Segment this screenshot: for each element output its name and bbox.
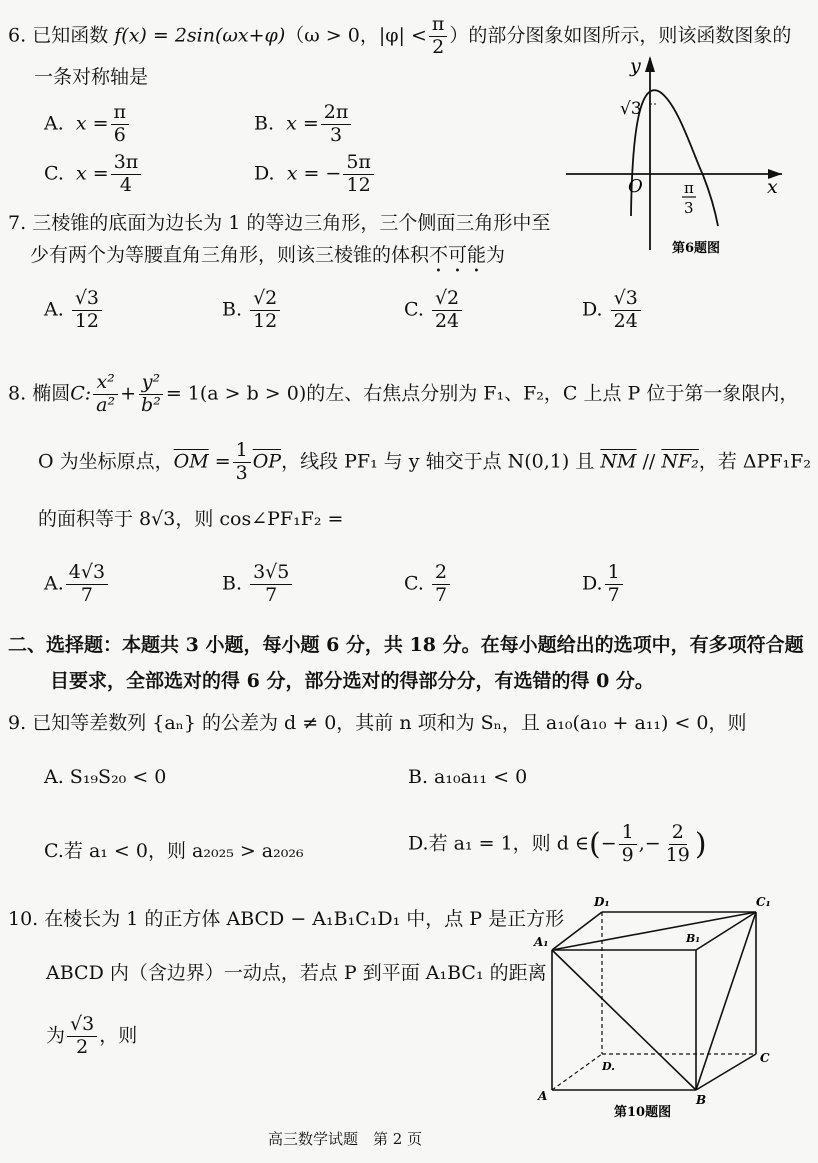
cube-label-b1: B₁ [686,932,701,945]
q6-number: 6. [8,24,27,47]
q6-graph-caption: 第6题图 [672,241,721,256]
q7-emphasis: 不可能 [429,244,487,266]
q6-function: f(x) = 2sin(ωx+φ) [114,24,286,47]
q6-x-tick-den: 3 [684,199,694,217]
q8-number: 8. [8,382,27,405]
q6-x-label: x [767,176,778,198]
q9-option-d: D.若 a₁ = 1，则 d ∈(− $\frac{1}{9}$ ,− $\frac{2}{19}$ ) [408,821,707,866]
q10-figure-caption: 第10题图 [614,1105,672,1120]
cube-label-b: B [696,1093,707,1107]
cube-label-d: D. [602,1060,615,1073]
q7-number: 7. [8,212,27,234]
q6-stem-line2: 一条对称轴是 [34,66,149,88]
q8-option-a: A. $\frac{4√3}{7}$ [44,562,110,607]
q9-option-b: B. a₁₀a₁₁ < 0 [408,766,528,788]
q10-stem-line3: 为 $\frac{√3}{2}$ ，则 [46,1013,138,1058]
cube-label-a1: A₁ [534,935,549,949]
q8-stem-line2: O 为坐标原点，$\overline{OM}$ = $\frac{1}{3}$ $\overline{OP}$，线段 PF₁ 与 y 轴交于点 N(0,1) 且 $\overline{NM} // NF_2$，若 ΔPF₁F₂ [38,439,811,484]
q7-option-a: A. $\frac{√3}{12}$ [44,288,104,333]
q6-y-label: y [630,55,641,77]
cube-label-d1: D₁ [594,895,610,909]
section-2-heading: 二、选择题：本题共 3 小题，每小题 6 分，共 18 分。在每小题给出的选项中，有多项符合题 [8,634,804,656]
q6-option-b: B. x = $\frac{2\pi}{3}$ [254,102,353,147]
q6-graph [560,50,790,265]
q9-stem: 9. 已知等差数列 {aₙ} 的公差为 d ≠ 0，其前 n 项和为 Sₙ，且 a₁₀(a₁₀ + a₁₁) < 0，则 [8,712,747,734]
q6-y-tick: √3 [620,99,642,119]
q8-stem: 8. 椭圆C: $\frac{\text{x²}}{\text{a²}}$ + $\frac{\text{y²}}{\text{b²}}$ = 1(a > b > 0)的左、右焦点分别为 F₁、F₂，C 上点 P 位于第一象限内， [8,371,799,416]
q6-curve [631,90,718,226]
cube-label-a: A [538,1089,548,1103]
q6-option-c: C. x = $\frac{3\pi}{4}$ [44,152,143,197]
q7-option-d: D. $\frac{√3}{24}$ [582,288,643,333]
q8-option-d: D. $\frac{1}{7}$ [582,562,625,607]
q10-stem-line2: ABCD 内（含边界）一动点，若点 P 到平面 A₁BC₁ 的距离 [46,962,547,984]
q8-option-c: C. $\frac{2}{7}$ [404,562,452,607]
q6-option-a: A. x = $\frac{\pi}{6}$ [44,102,131,147]
q7-option-b: B. $\frac{√2}{12}$ [222,288,282,333]
q7-option-c: C. $\frac{√2}{24}$ [404,288,464,333]
page-footer: 高三数学试题 第 2 页 [268,1130,423,1148]
q7-stem-line2: 少有两个为等腰直角三角形，则该三棱锥的体积不可能为 [30,244,506,266]
cube-label-c: C [760,1051,770,1065]
q9-option-c: C.若 a₁ < 0，则 a₂₀₂₅ > a₂₀₂₆ [44,840,304,862]
q8-stem-line3: 的面积等于 8√3，则 cos∠PF₁F₂ = [38,508,344,530]
q10-number: 10. [8,908,39,930]
q9-number: 9. [8,712,27,734]
cube-label-c1: C₁ [756,895,771,909]
q6-y-arrow [645,56,655,72]
q7-stem: 7. 三棱锥的底面为边长为 1 的等边三角形，三个侧面三角形中至 [8,212,551,234]
q6-option-d: D. x = − $\frac{5\pi}{12}$ [254,152,376,197]
q6-origin-label: O [628,176,643,197]
q8-option-b: B. $\frac{3√5}{7}$ [222,562,294,607]
section-2-heading-line2: 目要求，全部选对的得 6 分，部分选对的得部分分，有选错的得 0 分。 [50,670,654,692]
q6-x-tick-num: π [684,179,694,197]
q10-stem: 10. 在棱长为 1 的正方体 ABCD − A₁B₁C₁D₁ 中，点 P 是正方形 [8,908,565,930]
q10-cube-figure [530,888,790,1128]
q9-option-a: A. S₁₉S₂₀ < 0 [44,766,167,788]
q6-stem: 6. 已知函数 f(x) = 2sin(ωx+φ)（ω > 0，|φ| < $\frac{\pi}{2}$ ）的部分图象如图所示，则该函数图象的 [8,13,792,58]
